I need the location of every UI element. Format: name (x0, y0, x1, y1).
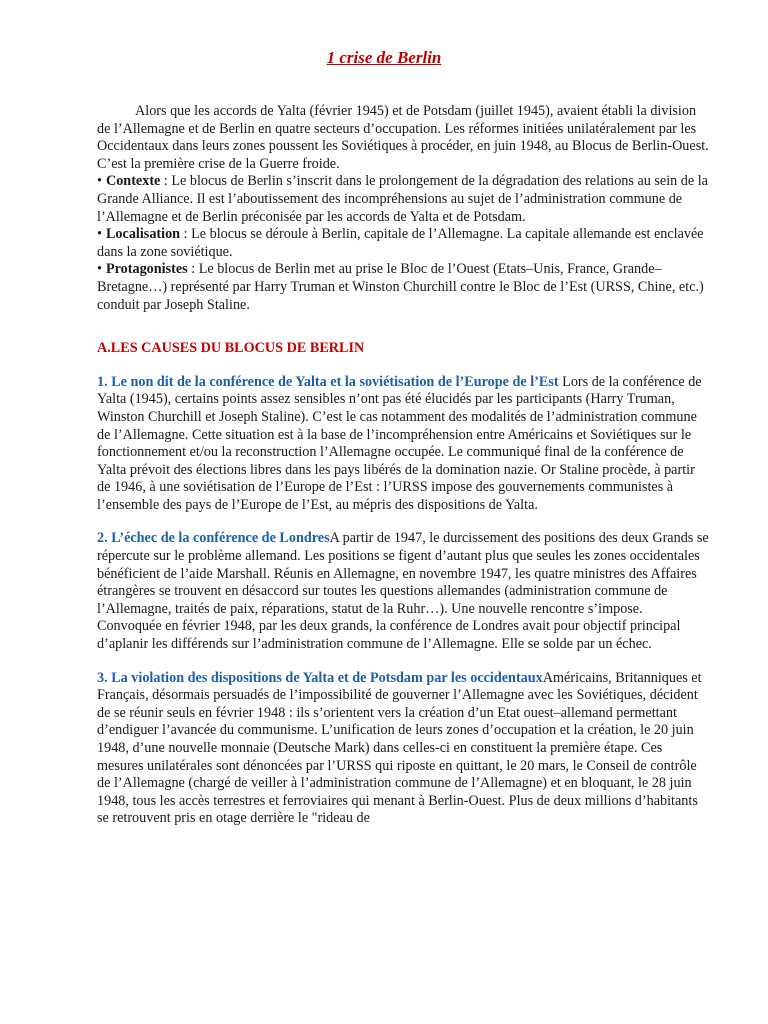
cause-paragraph-3 (97, 670, 709, 828)
spacer (97, 514, 709, 530)
cause-heading: 3. La violation des dispositions de Yalta et de Potsdam par les occidentaux (97, 669, 543, 686)
cause-heading: 1. Le non dit de la conférence de Yalta et la soviétisation de l’Europe de l’Est (97, 373, 559, 390)
bullet-text: : Le blocus de Berlin met au prise le Bloc de l’Ouest (Etats–Unis, France, Grande– Bretagne…) représenté par Harry Truman et Winston Churchill contre le Bloc de l’Est (URSS, Chine, etc.) conduit par Joseph Staline. (97, 261, 704, 313)
bullet-label: Localisation (105, 226, 181, 243)
spacer (97, 358, 709, 374)
cause-text: A partir de 1947, le durcissement des positions des deux Grands se répercute sur le problème allemand. Les positions se figent d’autant plus que seules les zones occidentales bénéficient de l’aide Marshall. Réunis en Allemagne, en novembre 1947, les quatre ministres des Affaires étrangères se trouvent en désaccord sur toutes les questions allemandes (administration commune de l’Allemagne, traités de paix, réparations, statut de la Ruhr…). Une nouvelle rencontre s’impose. Convoquée en février 1948, par les deux grands, la conférence de Londres avait pour objectif principal d’aplanir les différends sur l’administration commune de l’Allemagne. Elle se solde par un échec. (97, 530, 709, 653)
document-body (97, 103, 709, 828)
cause-paragraph-2 (97, 530, 709, 653)
document-title: 1 crise de Berlin (326, 48, 442, 67)
bullet-label: Protagonistes (105, 261, 188, 278)
cause-heading: 2. L’échec de la conférence de Londres (97, 530, 330, 547)
cause-text: Lors de la conférence de Yalta (1945), certains points assez sensibles n’ont pas été élucidés par les participants (Harry Truman, Winston Churchill et Joseph Staline). C’est le cas notamment des modalités de l’administration commune de l’Allemagne. Cette situation est à la base de l’incompréhension entre Américains et Soviétiques sur le fonctionnement et/ou la reconstruction l’Allemagne occupée. Le communiqué final de la conférence de Yalta prévoit des élections libres dans les pays libérés de la domination nazie. Or Staline procède, à partir de 1946, à une soviétisation de l’Europe de l’Est : l’URSS impose des gouvernements communistes à l’ensemble des pays de l’Europe de l’Est, au mépris des dispositions de Yalta. (97, 373, 702, 513)
cause-paragraph-1 (97, 374, 709, 515)
intro-paragraph: Alors que les accords de Yalta (février 1945) et de Potsdam (juillet 1945), avaient établi la division de l’Allemagne et de Berlin en quatre secteurs d’occupation. Les réformes initiées unilatéralement par les Occidentaux dans leurs zones poussent les Soviétiques à procéder, en juin 1948, au Blocus de Berlin-Ouest. C’est la première crise de la Guerre froide. (97, 103, 709, 172)
bullet-protagonistes (97, 261, 709, 314)
bullet-label: Contexte (105, 173, 161, 190)
bullet-mark: • (97, 173, 102, 190)
bullet-text: : Le blocus de Berlin s’inscrit dans le prolongement de la dégradation des relations au sein de la Grande Alliance. Il est l’aboutissement des incompréhensions au sujet de l’administration commune de l’Allemagne et de Berlin préconisée par les accords de Yalta et de Potsdam. (97, 173, 708, 225)
bullet-contexte (97, 173, 709, 226)
spacer (97, 314, 709, 340)
bullet-text: : Le blocus se déroule à Berlin, capitale de l’Allemagne. La capitale allemande est enclavée dans la zone soviétique. (97, 226, 704, 260)
bullet-localisation (97, 226, 709, 261)
section-heading-causes: A.LES CAUSES DU BLOCUS DE BERLIN (97, 340, 365, 357)
bullet-mark: • (97, 261, 102, 278)
bullet-mark: • (97, 226, 102, 243)
spacer (97, 654, 709, 670)
cause-text: Américains, Britanniques et Français, désormais persuadés de l’impossibilité de gouverner l’Allemagne avec les Soviétiques, décident de se réunir seuls en février 1948 : ils s’orientent vers la création d’un Etat ouest–allemand permettant d’endiguer l’avancée du communisme. L’unification de leurs zones d’occupation et la création, le 20 juin 1948, d’une nouvelle monnaie (Deutsche Mark) dans celles-ci en constituent la première étape. Ces mesures unilatérales sont dénoncées par l’URSS qui riposte en quittant, le 20 mars, le Conseil de contrôle de l’Allemagne (chargé de veiller à l’administration commune de l’Allemagne) et en bloquant, le 28 juin 1948, tous les accès terrestres et ferroviaires qui menant à Berlin-Ouest. Plus de deux millions d’habitants se retrouvent pris en otage derrière le "rideau de (97, 669, 702, 827)
